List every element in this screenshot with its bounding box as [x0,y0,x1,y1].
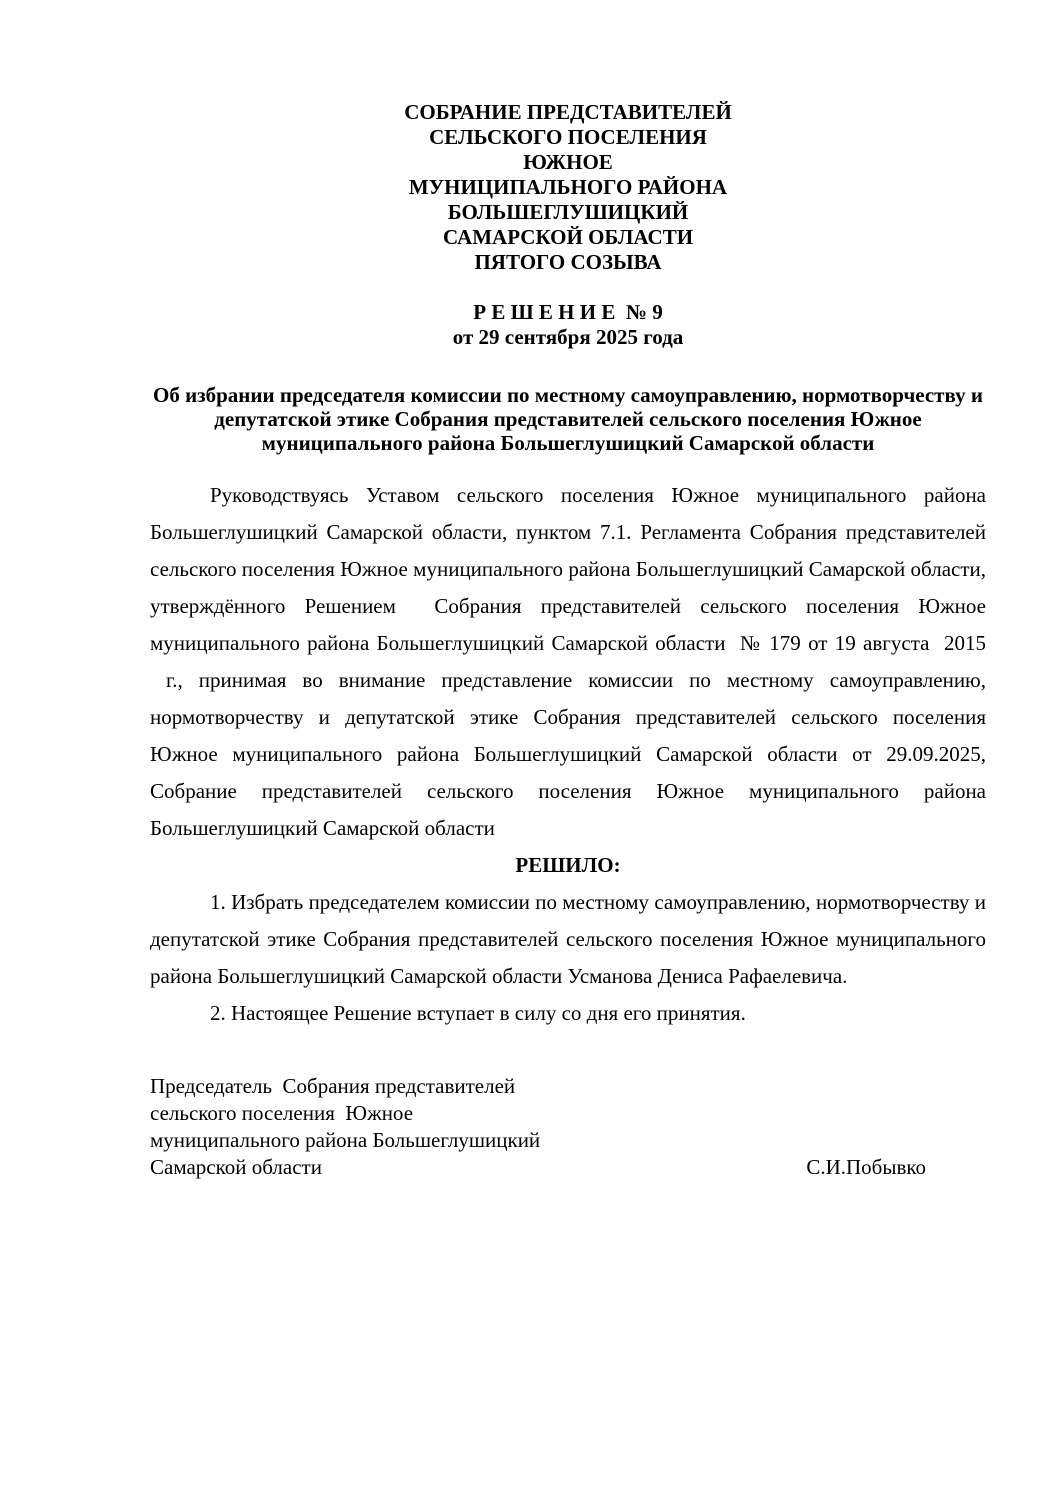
signer-name: С.И.Побывко [806,1155,926,1179]
org-header-line: СЕЛЬСКОГО ПОСЕЛЕНИЯ [429,125,707,149]
document-content [150,100,986,1181]
org-header-line: СОБРАНИЕ ПРЕДСТАВИТЕЛЕЙ [404,100,732,124]
org-header-line: БОЛЬШЕГЛУШИЦКИЙ [447,200,689,224]
signer-position-line: сельского поселения Южное [150,1101,414,1125]
org-header-line: ЮЖНОЕ [523,150,613,174]
decision-date: от 29 сентября 2025 года [452,325,684,349]
decision-number: Р Е Ш Е Н И Е № 9 [473,300,663,324]
signature-last-line [150,1154,986,1181]
signature-block [150,1073,986,1181]
document-title: Об избрании председателя комиссии по местному самоуправлению, нормотворчеству и депутатской этике Собрания представителей сельского поселения Южное муниципального района Большеглушицкий Самарской области [153,383,983,455]
org-header-line: САМАРСКОЙ ОБЛАСТИ [442,225,694,249]
resolution-item-2: 2. Настоящее Решение вступает в силу со дня его принятия. [210,1001,746,1025]
preamble-paragraph: Руководствуясь Уставом сельского поселения Южное муниципального района Большеглушицкий Самарской области, пунктом 7.1. Регламента Собрания представителей сельского поселения Южное муниципального района Большеглушицкий Самарской области, утверждённого Решением Собрания представителей сельского поселения Южное муниципального района Большеглушицкий Самарской области № 179 от 19 августа 2015 г., принимая во внимание представление комиссии по местному самоуправлению, нормотворчеству и депутатской этике Собрания представителей сельского поселения Южное муниципального района Большеглушицкий Самарской области от 29.09.2025, Собрание представителей сельского поселения Южное муниципального района Большеглушицкий Самарской области [150,483,986,840]
org-header-line: ПЯТОГО СОЗЫВА [474,250,662,274]
organization-header [150,100,986,275]
signer-position-line: Самарской области [150,1155,322,1179]
org-header-line: МУНИЦИПАЛЬНОГО РАЙОНА [408,175,728,199]
signer-position-line: муниципального района Большеглушицкий [150,1128,541,1152]
resolved-heading: РЕШИЛО: [515,853,621,877]
signer-position-line: Председатель Собрания представителей [150,1074,516,1098]
resolution-item-1: 1. Избрать председателем комиссии по местному самоуправлению, нормотворчеству и депутатской этике Собрания представителей сельского поселения Южное муниципального района Большеглушицкий Самарской области Усманова Дениса Рафаелевича. [150,890,986,988]
